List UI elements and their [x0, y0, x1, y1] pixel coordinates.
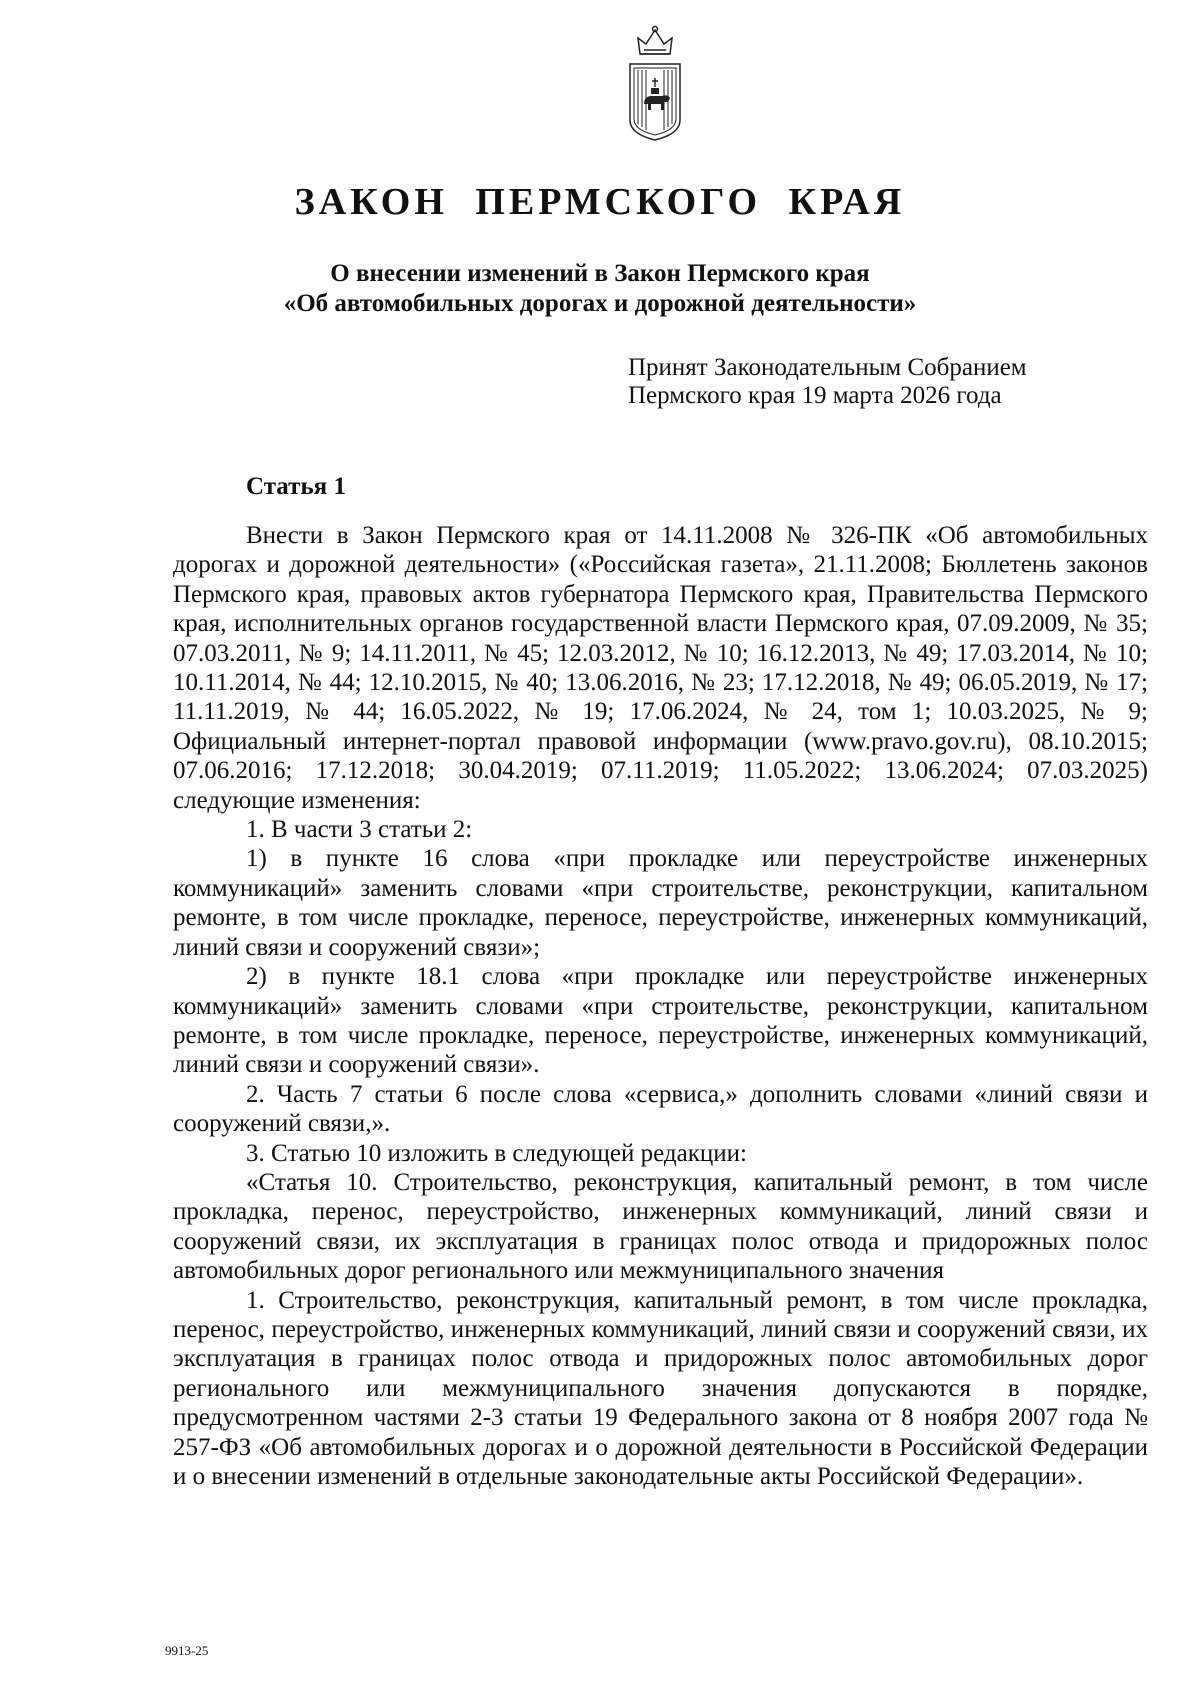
paragraph-subitem-1: 1) в пункте 16 слова «при прокладке или переустройстве инженерных коммуникаций» заменить словами «при строительстве, реконструкции, капитальном ремонте, в том числе прокладке, переносе, переустройстве, инженерных коммуникаций, линий связи и сооружений связи»; — [173, 845, 1148, 961]
adoption-line-1: Принят Законодательным Собранием — [628, 354, 1027, 381]
subtitle-line-1: О внесении изменений в Закон Пермского края — [330, 260, 870, 287]
paragraph-item-3: 3. Статью 10 изложить в следующей редакции: — [246, 1139, 747, 1167]
article-heading: Статья 1 — [246, 473, 346, 500]
paragraph-item-1: 1. В части 3 статьи 2: — [246, 816, 473, 844]
adoption-line-2: Пермского края 19 марта 2026 года — [628, 382, 1002, 409]
law-title: ЗАКОН ПЕРМСКОГО КРАЯ — [294, 181, 906, 223]
paragraph-article-10-part-1: 1. Строительство, реконструкция, капитальный ремонт, в том числе прокладка, перенос, переустройство, инженерных коммуникаций, линий связи и сооружений связи, их эксплуатация в границах полос отвода и придорожных полос автомобильных дорог регионального или межмуниципального значения допускаются в порядке, предусмотренном частями 2-3 статьи 19 Федерального закона от 8 ноября 2007 года № 257-ФЗ «Об автомобильных дорогах и о дорожной деятельности в Российской Федерации и о внесении изменений в отдельные законодательные акты Российской Федерации». — [173, 1286, 1148, 1490]
paragraph-amendment-intro: Внести в Закон Пермского края от 14.11.2008 № 326-ПК «Об автомобильных дорогах и дорожной деятельности» («Российская газета», 21.11.2008; Бюллетень законов Пермского края, правовых актов губернатора Пермского края, Правительства Пермского края, исполнительных органов государственной власти Пермского края, 07.09.2009, № 35; 07.03.2011, № 9; 14.11.2011, № 45; 12.03.2012, № 10; 16.12.2013, № 49; 17.03.2014, № 10; 10.11.2014, № 44; 12.10.2015, № 40; 13.06.2016, № 23; 17.12.2018, № 49; 06.05.2019, № 17; 11.11.2019, № 44; 16.05.2022, № 19; 17.06.2024, № 24, том 1; 10.03.2025, № 9; Официальный интернет-портал правовой информации (www.pravo.gov.ru), 08.10.2015; 07.06.2016; 17.12.2018; 30.04.2019; 07.11.2019; 11.05.2022; 13.06.2024; 07.03.2025) следующие изменения: — [173, 522, 1148, 814]
paragraph-article-10-title: «Статья 10. Строительство, реконструкция, капитальный ремонт, в том числе прокладка, перенос, переустройство, инженерных коммуникаций, линий связи и сооружений связи, их эксплуатация в границах полос отвода и придорожных полос автомобильных дорог регионального или межмуниципального значения — [173, 1168, 1148, 1285]
subtitle-line-2: «Об автомобильных дорогах и дорожной деятельности» — [283, 290, 917, 317]
article-body — [173, 521, 1148, 1491]
paragraph-subitem-2: 2) в пункте 18.1 слова «при прокладке или переустройстве инженерных коммуникаций» заменить словами «при строительстве, реконструкции, капитальном ремонте, в том числе прокладке, переносе, переустройстве, инженерных коммуникаций, линий связи и сооружений связи». — [173, 963, 1148, 1079]
coat-of-arms-icon — [624, 24, 686, 142]
adoption-note — [628, 354, 1128, 410]
paragraph-item-2: 2. Часть 7 статьи 6 после слова «сервиса,» дополнить словами «линий связи и сооружений связи,». — [173, 1080, 1148, 1138]
law-subtitle — [0, 259, 1200, 319]
document-code: 9913-25 — [165, 1643, 209, 1658]
